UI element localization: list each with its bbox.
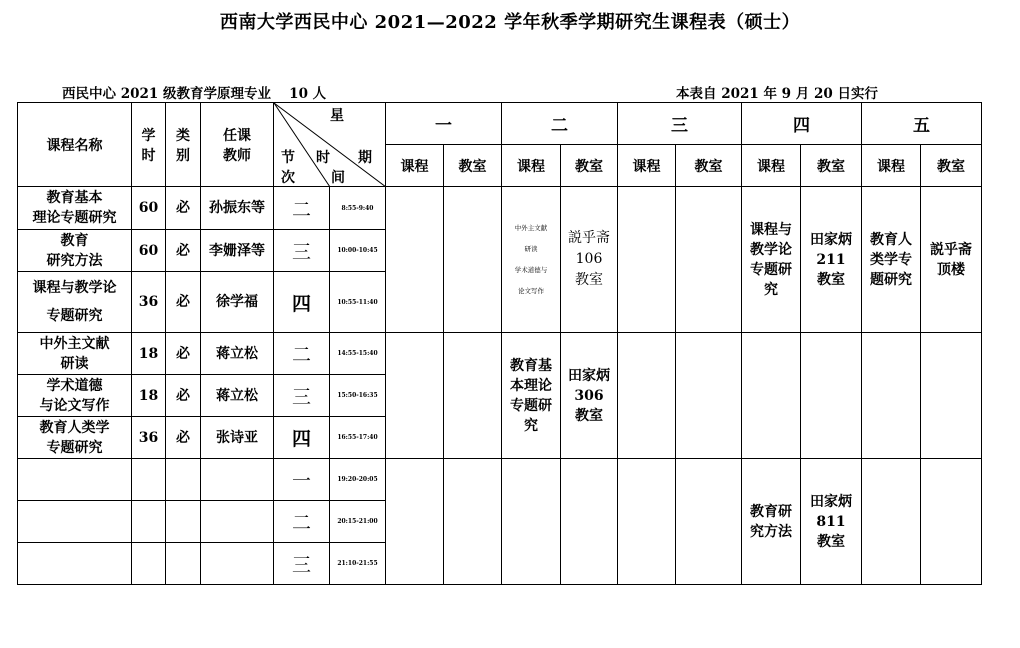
period-label: 三 (274, 543, 330, 585)
course-name: 教育 研究方法 (18, 230, 132, 272)
thu-am-course: 课程与 教学论 专题研 究 (742, 187, 801, 333)
empty-cell (132, 501, 166, 543)
course-hours: 36 (132, 272, 166, 333)
course-teacher: 徐学福 (201, 272, 274, 333)
course-type: 必 (166, 272, 201, 333)
subheader-room: 教室 (676, 145, 742, 187)
subheader-room: 教室 (801, 145, 862, 187)
period-time: 21:10-21:55 (330, 543, 386, 585)
class-info: 西民中心 2021 级教育学原理专业 10 人 (62, 86, 327, 102)
empty-cell (166, 543, 201, 585)
period-label: 四 (274, 417, 330, 459)
day-monday: 一 (386, 103, 502, 145)
thu-pm-course (742, 333, 801, 459)
course-hours: 18 (132, 333, 166, 375)
fri-am-course: 教育人 类学专 题研究 (862, 187, 921, 333)
course-type: 必 (166, 187, 201, 230)
period-time: 14:55-15:40 (330, 333, 386, 375)
period-time: 16:55-17:40 (330, 417, 386, 459)
mon-am-room (444, 187, 502, 333)
tue-am-course: 中外主文献 研读 学术道德与 论文写作 (502, 187, 561, 333)
fri-am-room: 説乎斋 顶楼 (921, 187, 982, 333)
subheader-course: 课程 (862, 145, 921, 187)
header-diagonal-cell (274, 103, 386, 187)
day-tuesday: 二 (502, 103, 618, 145)
period-time: 10:55-11:40 (330, 272, 386, 333)
course-hours: 36 (132, 417, 166, 459)
period-label: 三 (274, 230, 330, 272)
tue-ev-room (561, 459, 618, 585)
header-teacher: 任课 教师 (201, 103, 274, 187)
mon-pm-room (444, 333, 502, 459)
empty-cell (166, 501, 201, 543)
course-name: 教育人类学 专题研究 (18, 417, 132, 459)
page-title: 西南大学西民中心 2021—2022 学年秋季学期研究生课程表（硕士） (219, 12, 801, 33)
diag-ci: 次 (281, 170, 295, 186)
subheader-course: 课程 (502, 145, 561, 187)
empty-cell (166, 459, 201, 501)
period-label: 一 (274, 459, 330, 501)
course-name: 学术道德 与论文写作 (18, 375, 132, 417)
empty-cell (18, 501, 132, 543)
empty-cell (132, 459, 166, 501)
empty-cell (18, 459, 132, 501)
period-label: 四 (274, 272, 330, 333)
subheader-course: 课程 (742, 145, 801, 187)
wed-am-course (618, 187, 676, 333)
period-label: 三 (274, 375, 330, 417)
course-name: 教育基本 理论专题研究 (18, 187, 132, 230)
course-hours: 60 (132, 187, 166, 230)
fri-pm-room (921, 333, 982, 459)
period-time: 19:20-20:05 (330, 459, 386, 501)
course-type: 必 (166, 417, 201, 459)
course-hours: 18 (132, 375, 166, 417)
course-name: 课程与教学论 专题研究 (18, 272, 132, 333)
course-teacher: 孙振东等 (201, 187, 274, 230)
period-time: 15:50-16:35 (330, 375, 386, 417)
table-row (18, 187, 982, 230)
empty-cell (18, 543, 132, 585)
course-hours: 60 (132, 230, 166, 272)
period-time: 20:15-21:00 (330, 501, 386, 543)
day-thursday: 四 (742, 103, 862, 145)
wed-ev-room (676, 459, 742, 585)
diag-jie: 节 (281, 150, 295, 166)
day-wednesday: 三 (618, 103, 742, 145)
thu-ev-course: 教育研 究方法 (742, 459, 801, 585)
day-friday: 五 (862, 103, 982, 145)
course-type: 必 (166, 375, 201, 417)
mon-pm-course (386, 333, 444, 459)
course-type: 必 (166, 230, 201, 272)
tue-ev-course (502, 459, 561, 585)
tue-am-room: 説乎斋 106 教室 (561, 187, 618, 333)
wed-am-room (676, 187, 742, 333)
mon-ev-room (444, 459, 502, 585)
wed-pm-room (676, 333, 742, 459)
fri-pm-course (862, 333, 921, 459)
tue-pm-course: 教育基 本理论 专题研 究 (502, 333, 561, 459)
tue-pm-room: 田家炳 306 教室 (561, 333, 618, 459)
period-time: 10:00-10:45 (330, 230, 386, 272)
thu-am-room: 田家炳 211 教室 (801, 187, 862, 333)
course-teacher: 蒋立松 (201, 333, 274, 375)
course-teacher: 蒋立松 (201, 375, 274, 417)
course-name: 中外主文献 研读 (18, 333, 132, 375)
mon-ev-course (386, 459, 444, 585)
fri-ev-room (921, 459, 982, 585)
diag-star: 星 (330, 108, 344, 124)
header-hours: 学 时 (132, 103, 166, 187)
empty-cell (201, 543, 274, 585)
diag-jian: 间 (331, 170, 345, 186)
subheader-room: 教室 (561, 145, 618, 187)
subheader-course: 课程 (386, 145, 444, 187)
table-row (18, 333, 982, 375)
wed-pm-course (618, 333, 676, 459)
period-label: 二 (274, 501, 330, 543)
thu-ev-room: 田家炳 811 教室 (801, 459, 862, 585)
table-row (18, 459, 982, 501)
empty-cell (201, 501, 274, 543)
empty-cell (201, 459, 274, 501)
course-teacher: 李姗泽等 (201, 230, 274, 272)
subheader-room: 教室 (444, 145, 502, 187)
diag-time: 时 (316, 150, 330, 166)
period-time: 8:55-9:40 (330, 187, 386, 230)
period-label: 二 (274, 333, 330, 375)
diag-period: 期 (358, 150, 372, 166)
effective-date: 本表自 2021 年 9 月 20 日实行 (676, 86, 878, 102)
fri-ev-course (862, 459, 921, 585)
empty-cell (132, 543, 166, 585)
header-category: 类 别 (166, 103, 201, 187)
course-teacher: 张诗亚 (201, 417, 274, 459)
course-type: 必 (166, 333, 201, 375)
thu-pm-room (801, 333, 862, 459)
period-label: 二 (274, 187, 330, 230)
mon-am-course (386, 187, 444, 333)
wed-ev-course (618, 459, 676, 585)
subheader-room: 教室 (921, 145, 982, 187)
header-course-name: 课程名称 (18, 103, 132, 187)
subheader-course: 课程 (618, 145, 676, 187)
schedule-table (17, 102, 982, 585)
